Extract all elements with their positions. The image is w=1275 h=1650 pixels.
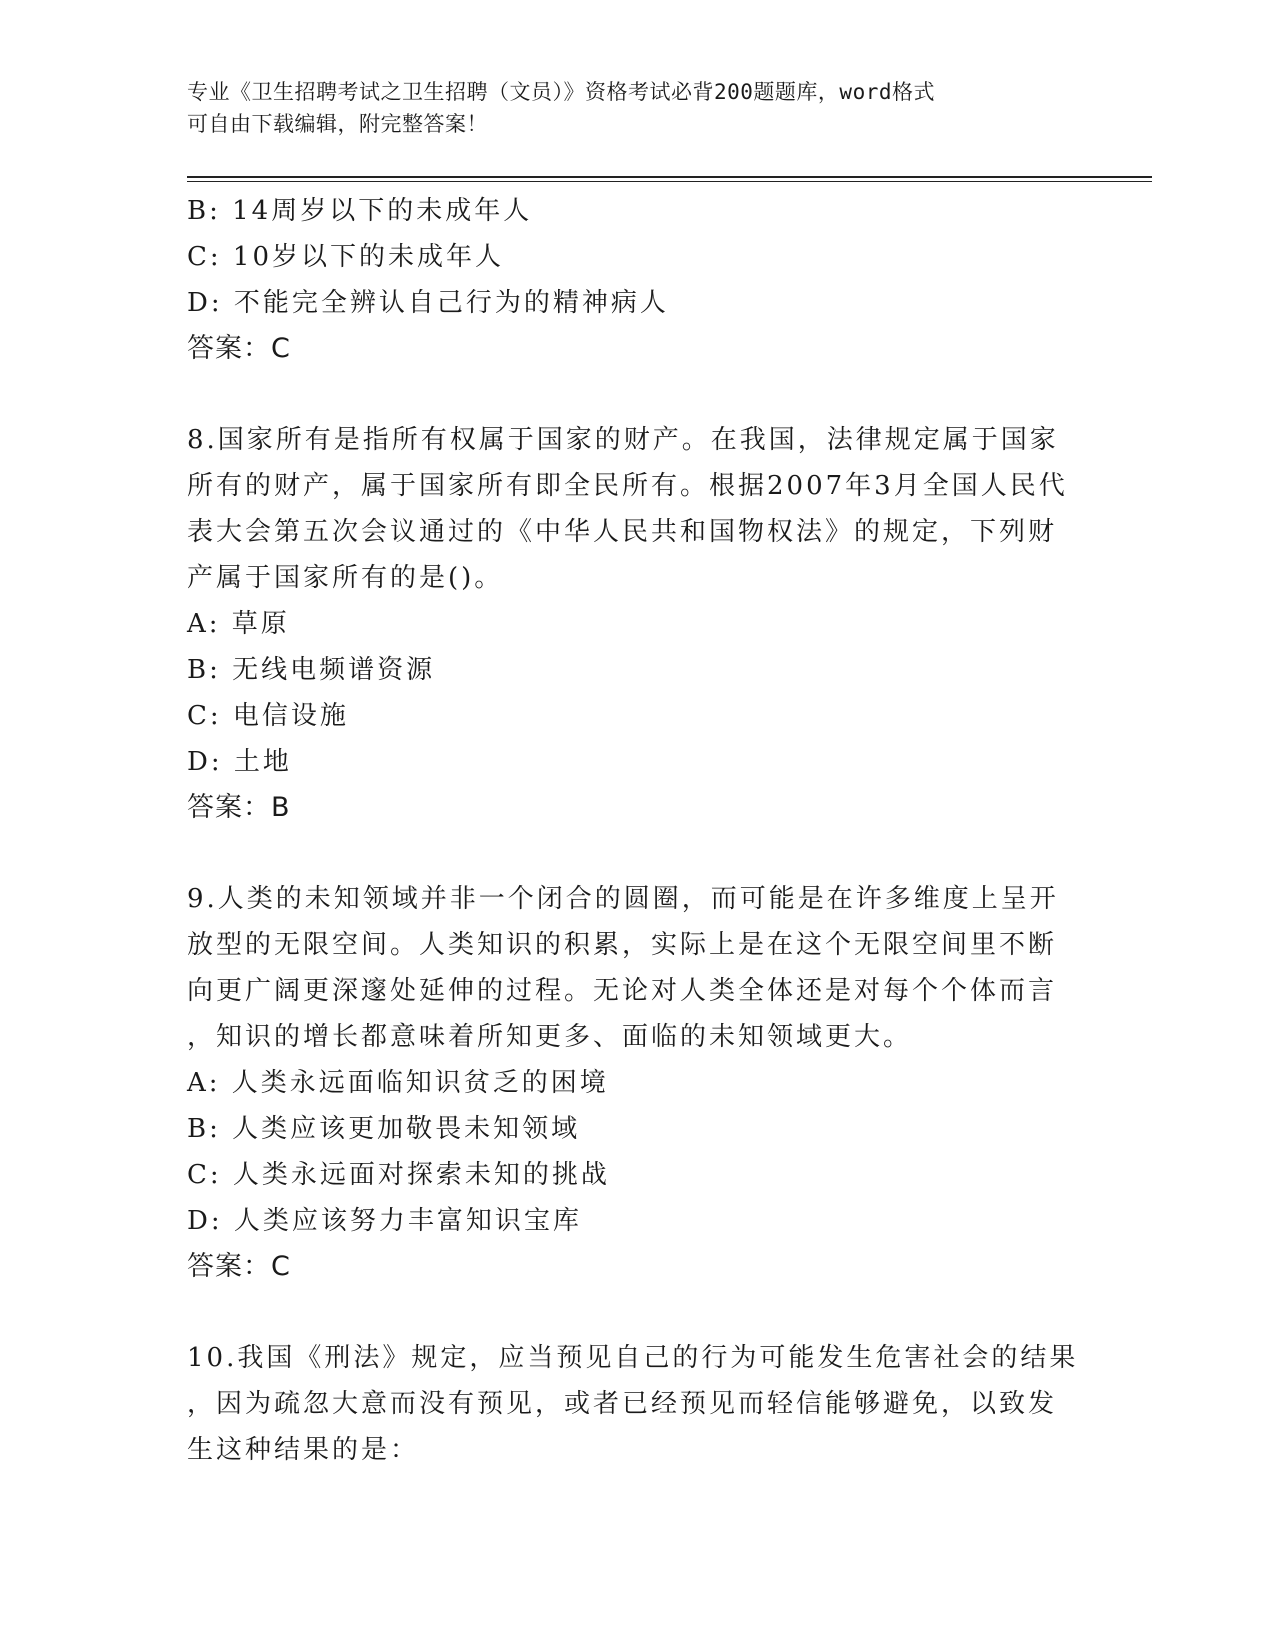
option-c: C: 10岁以下的未成年人 bbox=[187, 242, 505, 272]
option-d: D: 土地 bbox=[187, 747, 292, 777]
option-d: D: 人类应该努力丰富知识宝库 bbox=[187, 1206, 582, 1236]
answer-line: 答案：C bbox=[187, 333, 291, 364]
question-stem-line: 10.我国《刑法》规定，应当预见自己的行为可能发生危害社会的结果 bbox=[187, 1343, 1079, 1373]
answer-line: 答案：C bbox=[187, 1251, 291, 1282]
option-a: A: 人类永远面临知识贫乏的困境 bbox=[187, 1068, 609, 1098]
question-9 bbox=[187, 876, 1087, 1290]
question-10 bbox=[187, 1335, 1087, 1473]
question-stem-line: ，知识的增长都意味着所知更多、面临的未知领域更大。 bbox=[187, 1022, 913, 1052]
header-title-line-2: 可自由下载编辑，附完整答案！ bbox=[187, 112, 488, 136]
question-stem-line: 表大会第五次会议通过的《中华人民共和国物权法》的规定，下列财 bbox=[187, 517, 1058, 547]
question-stem-line: 9.人类的未知领域并非一个闭合的圆圈，而可能是在许多维度上呈开 bbox=[187, 884, 1059, 914]
spacer bbox=[187, 372, 1087, 417]
option-b: B: 无线电频谱资源 bbox=[187, 655, 436, 685]
spacer bbox=[187, 831, 1087, 876]
option-a: A: 草原 bbox=[187, 609, 290, 639]
question-stem-line: 向更广阔更深邃处延伸的过程。无论对人类全体还是对每个个体而言 bbox=[187, 976, 1058, 1006]
question-content bbox=[187, 188, 1087, 1473]
question-stem-line: 所有的财产，属于国家所有即全民所有。根据2007年3月全国人民代 bbox=[187, 471, 1068, 501]
question-stem-line: 放型的无限空间。人类知识的积累，实际上是在这个无限空间里不断 bbox=[187, 930, 1058, 960]
document-header bbox=[187, 76, 1067, 140]
answer-line: 答案：B bbox=[187, 792, 291, 823]
question-stem-line: 8.国家所有是指所有权属于国家的财产。在我国，法律规定属于国家 bbox=[187, 425, 1059, 455]
question-8 bbox=[187, 417, 1087, 831]
question-stem-line: 产属于国家所有的是()。 bbox=[187, 563, 504, 593]
question-stem-line: ，因为疏忽大意而没有预见，或者已经预见而轻信能够避免，以致发 bbox=[187, 1389, 1058, 1419]
option-b: B: 14周岁以下的未成年人 bbox=[187, 196, 533, 226]
header-divider bbox=[187, 176, 1152, 182]
option-c: C: 人类永远面对探索未知的挑战 bbox=[187, 1160, 610, 1190]
question-stem-line: 生这种结果的是： bbox=[187, 1435, 420, 1465]
option-b: B: 人类应该更加敬畏未知领域 bbox=[187, 1114, 581, 1144]
spacer bbox=[187, 1290, 1087, 1335]
option-d: D: 不能完全辨认自己行为的精神病人 bbox=[187, 288, 669, 318]
option-c: C: 电信设施 bbox=[187, 701, 349, 731]
question-7-tail bbox=[187, 188, 1087, 372]
header-title-line-1: 专业《卫生招聘考试之卫生招聘（文员）》资格考试必背200题题库，word格式 bbox=[187, 80, 935, 104]
